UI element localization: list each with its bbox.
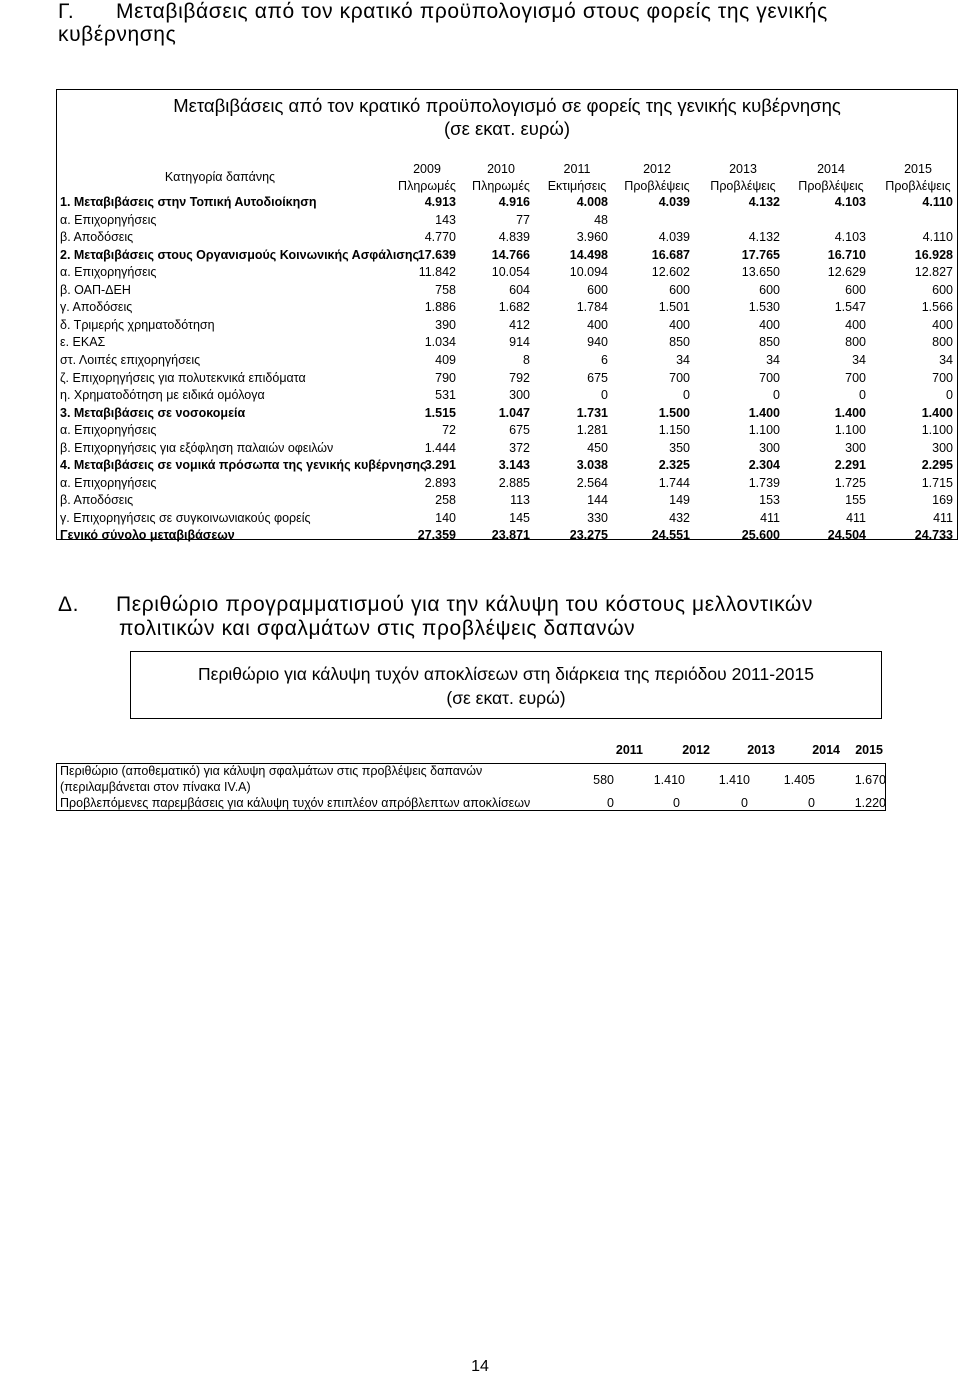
table-cell: 350 (669, 440, 690, 455)
table-cell: 0 (946, 388, 953, 403)
table-cell: 758 (435, 282, 456, 297)
row-label: γ. Επιχορηγήσεις σε συγκοινωνιακούς φορείς (60, 510, 311, 525)
table-cell: 1.530 (748, 300, 780, 315)
row-label: β. Επιχορηγήσεις για εξόφληση παλαιών οφειλών (60, 440, 334, 455)
margin-cell: 1.220 (854, 796, 886, 810)
table-cell: 4.770 (424, 230, 456, 245)
table-cell: 3.143 (498, 458, 530, 473)
row-label: α. Επιχορηγήσεις (60, 212, 157, 227)
table-cell: 1.034 (424, 335, 456, 350)
table-cell: 2.295 (921, 458, 953, 473)
row-label: ε. ΕΚΑΣ (60, 335, 106, 350)
table-cell: 16.687 (651, 247, 690, 262)
table-cell: 0 (683, 388, 690, 403)
table-row (60, 422, 954, 440)
table-cell: 600 (759, 282, 780, 297)
column-type: Προβλέψεις (710, 179, 776, 193)
table-cell: 1.100 (834, 423, 866, 438)
table-cell: 24.504 (827, 528, 866, 543)
table-cell: 940 (587, 335, 608, 350)
table-cell: 1.100 (748, 423, 780, 438)
year-header: 2015 (855, 743, 883, 757)
table-row (60, 334, 954, 352)
table-cell: 4.103 (834, 195, 866, 209)
table-cell: 4.839 (498, 230, 530, 245)
table-cell: 12.629 (827, 265, 866, 280)
margin-cell: 1.670 (854, 773, 886, 787)
table-cell: 4.103 (834, 230, 866, 245)
table-cell: 1.731 (576, 405, 608, 420)
table-cell: 790 (435, 370, 456, 385)
year-header: 2011 (615, 743, 643, 757)
row-label: δ. Τριμερής χρηματοδότηση (60, 317, 215, 332)
column-type: Εκτιμήσεις (547, 179, 607, 193)
table-cell: 330 (587, 510, 608, 525)
table-cell: 143 (435, 212, 456, 227)
year-header: 2013 (747, 743, 775, 757)
year-header: 2014 (812, 743, 840, 757)
section-g-title-line1: Μεταβιβάσεις από τον κρατικό προϋπολογισμό στους φορείς της γενικής (116, 0, 828, 23)
table-cell: 153 (759, 493, 780, 508)
column-year: 2014 (817, 162, 845, 176)
table-cell: 1.566 (921, 300, 953, 315)
table-cell: 34 (766, 352, 780, 367)
table-cell: 2.304 (748, 458, 780, 473)
table-cell: 24.551 (651, 528, 690, 543)
table-cell: 4.132 (748, 195, 780, 209)
table-cell: 400 (669, 317, 690, 332)
table-row (60, 457, 954, 475)
table-cell: 24.733 (914, 528, 953, 543)
table-cell: 850 (669, 335, 690, 350)
table-cell: 2.564 (576, 475, 608, 490)
table-cell: 11.842 (418, 265, 456, 280)
table-cell: 300 (932, 440, 953, 455)
section-d-heading (58, 593, 813, 617)
page-number: 14 (471, 1358, 489, 1375)
row-label: 2. Μεταβιβάσεις στους Οργανισμούς Κοινωνικής Ασφάλισης (60, 247, 419, 262)
table-cell: 16.710 (827, 247, 866, 262)
column-type: Πληρωμές (398, 179, 456, 193)
table-cell: 450 (587, 440, 608, 455)
table-row (60, 194, 954, 212)
table-row (60, 475, 954, 493)
table-cell: 23.275 (569, 528, 608, 543)
table-row (60, 405, 954, 423)
column-type: Προβλέψεις (624, 179, 690, 193)
column-year: 2015 (904, 162, 932, 176)
table-cell: 4.110 (922, 195, 953, 209)
table-cell: 1.500 (658, 405, 690, 420)
table-cell: 1.515 (424, 405, 456, 420)
column-year: 2009 (413, 162, 441, 176)
row-label: Γενικό σύνολο μεταβιβάσεων (60, 528, 235, 543)
table-cell: 914 (509, 335, 530, 350)
table-row (60, 370, 954, 388)
table-cell: 6 (601, 352, 608, 367)
table-row (60, 229, 954, 247)
margin-cell: 0 (607, 796, 614, 810)
section-d-title-line1: Περιθώριο προγραμματισμού για την κάλυψη του κόστους μελλοντικών (116, 593, 814, 616)
table-cell: 13.650 (741, 265, 780, 280)
row-label: γ. Αποδόσεις (60, 300, 133, 315)
table-row (60, 299, 954, 317)
margin-table-unit: (σε εκατ. ευρώ) (446, 688, 566, 708)
table-cell: 1.281 (576, 423, 608, 438)
table-cell: 1.501 (658, 300, 690, 315)
table-cell: 77 (516, 212, 530, 227)
table-cell: 17.639 (417, 247, 456, 262)
table-cell: 12.602 (651, 265, 690, 280)
margin-cell: 0 (808, 796, 815, 810)
table-cell: 17.765 (741, 247, 780, 262)
table-cell: 0 (773, 388, 780, 403)
table-cell: 2.325 (658, 458, 690, 473)
table-cell: 34 (852, 352, 866, 367)
table-cell: 1.547 (834, 300, 866, 315)
row-label: ζ. Επιχορηγήσεις για πολυτεκνικά επιδόματα (60, 370, 306, 385)
section-d-letter: Δ. (58, 593, 80, 616)
table-row (60, 492, 954, 510)
table-cell: 1.886 (424, 300, 456, 315)
table-cell: 300 (509, 388, 530, 403)
table-cell: 1.444 (424, 440, 456, 455)
table-cell: 14.498 (569, 247, 608, 262)
table-cell: 34 (939, 352, 953, 367)
column-type: Προβλέψεις (885, 179, 951, 193)
table-cell: 700 (669, 370, 690, 385)
table-cell: 411 (933, 510, 953, 525)
table-cell: 169 (932, 493, 953, 508)
table-cell: 400 (587, 317, 608, 332)
table-cell: 149 (669, 493, 690, 508)
table-cell: 700 (759, 370, 780, 385)
row-label: α. Επιχορηγήσεις (60, 423, 157, 438)
table-cell: 1.739 (748, 475, 780, 490)
table-cell: 113 (510, 493, 530, 508)
table-cell: 2.291 (834, 458, 866, 473)
margin-cell: 580 (593, 773, 614, 787)
margin-cell: 0 (673, 796, 680, 810)
table-cell: 411 (760, 510, 780, 525)
table-cell: 4.913 (424, 195, 456, 209)
table-cell: 390 (435, 317, 456, 332)
category-header: Κατηγορία δαπάνης (164, 170, 276, 184)
table-cell: 4.039 (658, 195, 690, 209)
table-cell: 1.047 (498, 405, 530, 420)
table-row (60, 440, 954, 458)
table-cell: 400 (759, 317, 780, 332)
table-cell: 300 (759, 440, 780, 455)
table-cell: 3.291 (424, 458, 456, 473)
table-cell: 4.110 (922, 230, 953, 245)
table-row (60, 510, 954, 528)
column-year: 2013 (729, 162, 757, 176)
row-label: α. Επιχορηγήσεις (60, 265, 157, 280)
row-label: β. ΟΑΠ-ΔΕΗ (60, 282, 131, 297)
row-label: στ. Λοιπές επιχορηγήσεις (60, 352, 201, 367)
table-cell: 1.715 (921, 475, 953, 490)
margin-row-label: Περιθώριο (αποθεματικό) για κάλυψη σφαλμάτων στις προβλέψεις δαπανών (60, 764, 483, 778)
table-cell: 600 (669, 282, 690, 297)
table-cell: 145 (509, 510, 530, 525)
table-cell: 400 (845, 317, 866, 332)
section-g-title-line2: κυβέρνησης (58, 23, 177, 46)
table-cell: 10.094 (569, 265, 608, 280)
margin-table-title: Περιθώριο για κάλυψη τυχόν αποκλίσεων στη διάρκεια της περιόδου 2011-2015 (198, 664, 814, 684)
table-cell: 34 (676, 352, 690, 367)
table-row (60, 317, 954, 335)
table-cell: 3.960 (576, 230, 608, 245)
section-g-letter: Γ. (58, 0, 75, 23)
table-cell: 1.400 (748, 405, 780, 420)
row-label: β. Αποδόσεις (60, 493, 134, 508)
table-cell: 400 (932, 317, 953, 332)
table-cell: 2.893 (424, 475, 456, 490)
row-label: 3. Μεταβιβάσεις σε νοσοκομεία (60, 405, 246, 420)
margin-row-label: Προβλεπόμενες παρεμβάσεις για κάλυψη τυχόν επιπλέον απρόβλεπτων αποκλίσεων (60, 796, 531, 810)
table-cell: 700 (932, 370, 953, 385)
table-cell: 800 (932, 335, 953, 350)
table-cell: 27.359 (417, 528, 456, 543)
table-cell: 1.100 (921, 423, 953, 438)
table-cell: 600 (845, 282, 866, 297)
table-cell: 372 (509, 440, 530, 455)
table-row (60, 212, 954, 230)
table-row (60, 527, 954, 545)
table-cell: 10.054 (491, 265, 530, 280)
table-cell: 4.008 (576, 195, 608, 209)
column-year: 2012 (643, 162, 671, 176)
table-cell: 14.766 (491, 247, 530, 262)
table-cell: 1.682 (498, 300, 530, 315)
column-type: Πληρωμές (472, 179, 530, 193)
section-d-title-line2: πολιτικών και σφαλμάτων στις προβλέψεις δαπανών (119, 617, 636, 640)
table-cell: 412 (509, 317, 530, 332)
table-row (60, 282, 954, 300)
row-label: η. Χρηματοδότηση με ειδικά ομόλογα (60, 388, 265, 403)
table-cell: 300 (845, 440, 866, 455)
column-type: Προβλέψεις (798, 179, 864, 193)
table-cell: 4.039 (658, 230, 690, 245)
margin-cell: 1.405 (783, 773, 815, 787)
table-cell: 0 (601, 388, 608, 403)
table-cell: 4.916 (498, 195, 530, 209)
table-cell: 1.400 (921, 405, 953, 420)
table-cell: 409 (435, 352, 456, 367)
table-cell: 700 (845, 370, 866, 385)
table-cell: 16.928 (914, 247, 953, 262)
table-cell: 1.784 (576, 300, 608, 315)
table-cell: 600 (587, 282, 608, 297)
table-cell: 432 (669, 510, 690, 525)
table-cell: 25.600 (741, 528, 780, 543)
table-cell: 1.150 (658, 423, 690, 438)
row-label: 1. Μεταβιβάσεις στην Τοπική Αυτοδιοίκηση (60, 195, 317, 209)
table-row (60, 387, 954, 405)
table-cell: 72 (442, 423, 456, 438)
row-label: 4. Μεταβιβάσεις σε νομικά πρόσωπα της γενικής κυβέρνησης (60, 458, 427, 473)
table-cell: 531 (435, 388, 456, 403)
margin-cell: 0 (741, 796, 748, 810)
margin-cell: 1.410 (653, 773, 685, 787)
margin-row-label: (περιλαμβάνεται στον πίνακα IV.A) (60, 780, 251, 794)
column-year: 2010 (487, 162, 515, 176)
table-cell: 850 (759, 335, 780, 350)
table-cell: 675 (509, 423, 530, 438)
row-label: α. Επιχορηγήσεις (60, 475, 157, 490)
row-label: β. Αποδόσεις (60, 230, 134, 245)
column-year: 2011 (563, 162, 591, 176)
table-cell: 258 (435, 493, 456, 508)
table-cell: 140 (435, 510, 456, 525)
table-cell: 4.132 (748, 230, 780, 245)
table-cell: 2.885 (498, 475, 530, 490)
table-cell: 1.400 (834, 405, 866, 420)
table-cell: 1.725 (834, 475, 866, 490)
table-row (60, 352, 954, 370)
table-cell: 1.744 (658, 475, 690, 490)
margin-cell: 1.410 (718, 773, 750, 787)
table-cell: 144 (587, 493, 608, 508)
table-cell: 800 (845, 335, 866, 350)
table-cell: 155 (845, 493, 866, 508)
transfers-table-unit: (σε εκατ. ευρώ) (443, 118, 570, 139)
section-g-heading (58, 0, 828, 24)
table-cell: 411 (846, 510, 866, 525)
table-cell: 23.871 (491, 528, 530, 543)
table-cell: 3.038 (576, 458, 608, 473)
table-cell: 0 (859, 388, 866, 403)
table-cell: 12.827 (914, 265, 953, 280)
table-cell: 48 (594, 212, 608, 227)
table-cell: 8 (523, 352, 530, 367)
transfers-table-header (60, 161, 954, 195)
table-row (60, 247, 954, 265)
table-row (60, 264, 954, 282)
table-cell: 604 (509, 282, 530, 297)
transfers-table-title: Μεταβιβάσεις από τον κρατικό προϋπολογισμό σε φορείς της γενικής κυβέρνησης (173, 95, 841, 116)
table-cell: 675 (587, 370, 608, 385)
year-header: 2012 (682, 743, 710, 757)
table-cell: 792 (509, 370, 530, 385)
table-cell: 600 (932, 282, 953, 297)
